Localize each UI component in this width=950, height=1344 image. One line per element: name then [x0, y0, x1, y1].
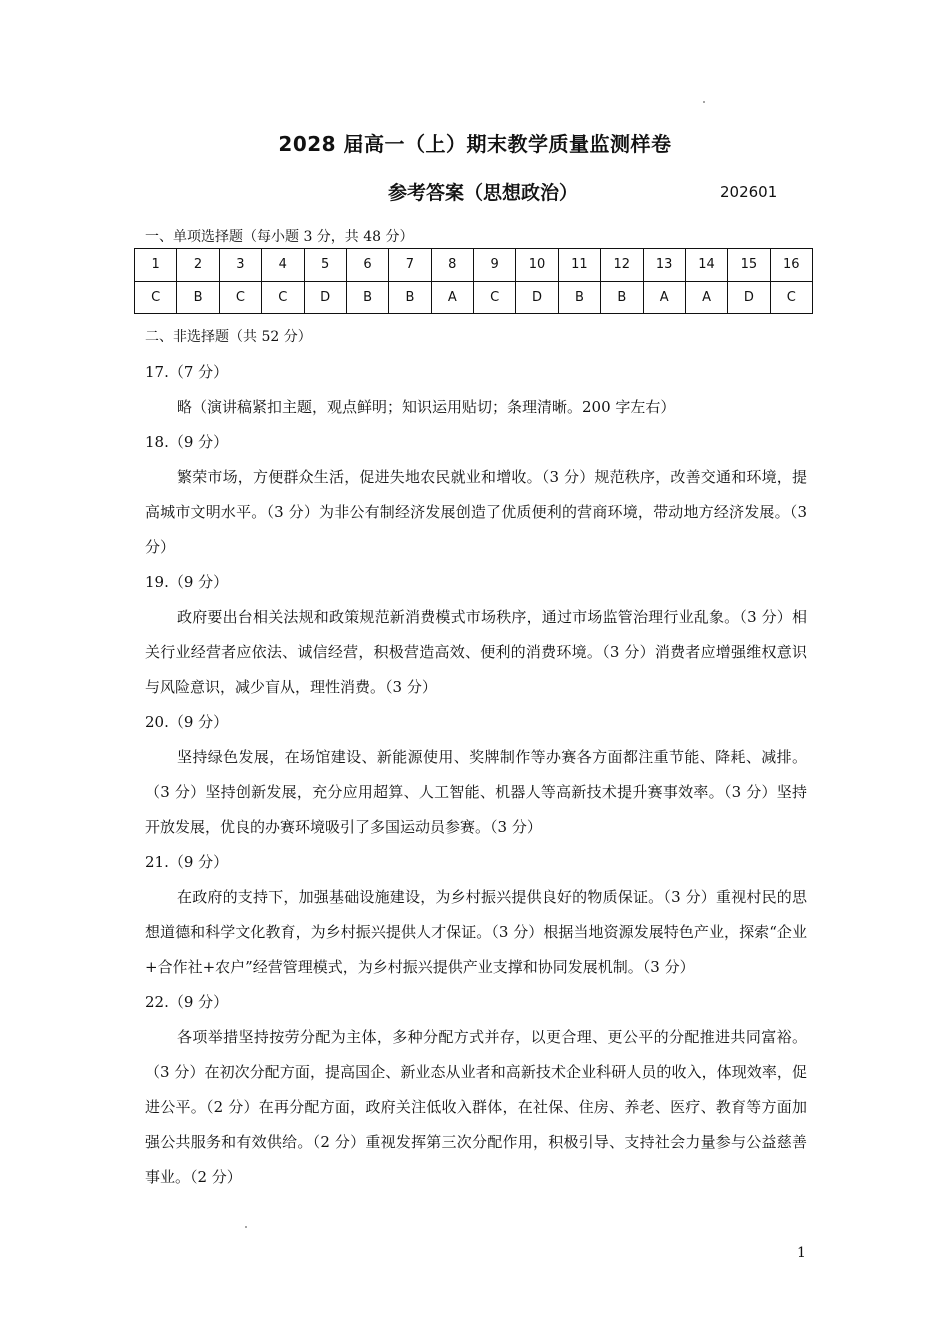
question-answer: 在政府的支持下，加强基础设施建设，为乡村振兴提供良好的物质保证。（3 分）重视村民的思想道德和科学文化教育，为乡村振兴提供人才保证。（3 分）根据当地资源发展特色产业，探索“企业+合作社+农户”经营管理模式，为乡村振兴提供产业支撑和协同发展机制。（3 分）	[145, 888, 807, 976]
answer-cell: C	[135, 281, 177, 314]
question-number-cell: 2	[177, 249, 219, 282]
question-number-cell: 12	[601, 249, 643, 282]
answer-cell: B	[177, 281, 219, 314]
question-block	[145, 565, 807, 705]
speck-mark	[245, 1226, 247, 1228]
question-header: 21.（9 分）	[145, 853, 229, 871]
document-code: 202601	[720, 183, 778, 201]
question-header: 18.（9 分）	[145, 433, 229, 451]
question-answer: 坚持绿色发展，在场馆建设、新能源使用、奖牌制作等办赛各方面都注重节能、降耗、减排。（3 分）坚持创新发展，充分应用超算、人工智能、机器人等高新技术提升赛事效率。（3 分）坚持开放发展，优良的办赛环境吸引了多国运动员参赛。（3 分）	[145, 748, 807, 836]
answer-cell: B	[558, 281, 600, 314]
answer-cell: C	[219, 281, 261, 314]
question-number-cell: 16	[770, 249, 812, 282]
answer-cell: A	[431, 281, 473, 314]
question-answer: 略（演讲稿紧扣主题，观点鲜明；知识运用贴切；条理清晰。200 字左右）	[177, 398, 676, 416]
question-header: 19.（9 分）	[145, 573, 229, 591]
answer-cell: C	[770, 281, 812, 314]
answer-cell: B	[389, 281, 431, 314]
answer-cell: D	[304, 281, 346, 314]
question-number-cell: 14	[685, 249, 727, 282]
question-answer: 繁荣市场，方便群众生活，促进失地农民就业和增收。（3 分）规范秩序，改善交通和环境，提高城市文明水平。（3 分）为非公有制经济发展创造了优质便利的营商环境，带动地方经济发展。（3 分）	[145, 468, 807, 556]
answer-cell: C	[474, 281, 516, 314]
question-number-cell: 5	[304, 249, 346, 282]
answer-table-number-row	[135, 249, 813, 282]
question-number-cell: 8	[431, 249, 473, 282]
answer-cell: D	[728, 281, 770, 314]
question-block	[145, 845, 807, 985]
speck-mark	[703, 101, 705, 103]
answer-table	[134, 248, 813, 314]
answer-content	[145, 355, 807, 1195]
section1-heading: 一、单项选择题（每小题 3 分，共 48 分）	[145, 229, 414, 245]
document-subtitle: 参考答案（思想政治）	[388, 182, 579, 204]
answer-cell: D	[516, 281, 558, 314]
document-title: 2028 届高一（上）期末教学质量监测样卷	[278, 132, 672, 156]
answer-cell: C	[262, 281, 304, 314]
question-number-cell: 1	[135, 249, 177, 282]
answer-cell: A	[685, 281, 727, 314]
page-number: 1	[797, 1245, 806, 1261]
question-number-cell: 15	[728, 249, 770, 282]
question-number-cell: 3	[219, 249, 261, 282]
question-number-cell: 11	[558, 249, 600, 282]
answer-table-answer-row	[135, 281, 813, 314]
question-number-cell: 4	[262, 249, 304, 282]
answer-cell: A	[643, 281, 685, 314]
question-header: 20.（9 分）	[145, 713, 229, 731]
question-header: 22.（9 分）	[145, 993, 229, 1011]
question-block	[145, 985, 807, 1195]
answer-cell: B	[601, 281, 643, 314]
question-number-cell: 9	[474, 249, 516, 282]
section2-heading: 二、非选择题（共 52 分）	[145, 329, 312, 345]
question-number-cell: 10	[516, 249, 558, 282]
question-answer: 各项举措坚持按劳分配为主体，多种分配方式并存，以更合理、更公平的分配推进共同富裕。（3 分）在初次分配方面，提高国企、新业态从业者和高新技术企业科研人员的收入，体现效率，促进公平。（2 分）在再分配方面，政府关注低收入群体，在社保、住房、养老、医疗、教育等方面加强公共服务和有效供给。（2 分）重视发挥第三次分配作用，积极引导、支持社会力量参与公益慈善事业。（2 分）	[145, 1028, 807, 1186]
question-block	[145, 425, 807, 565]
question-number-cell: 6	[346, 249, 388, 282]
question-header: 17.（7 分）	[145, 363, 229, 381]
question-number-cell: 13	[643, 249, 685, 282]
question-block	[145, 355, 807, 425]
answer-cell: B	[346, 281, 388, 314]
question-block	[145, 705, 807, 845]
question-number-cell: 7	[389, 249, 431, 282]
question-answer: 政府要出台相关法规和政策规范新消费模式市场秩序，通过市场监管治理行业乱象。（3 分）相关行业经营者应依法、诚信经营，积极营造高效、便利的消费环境。（3 分）消费者应增强维权意识与风险意识，减少盲从，理性消费。（3 分）	[145, 608, 807, 696]
